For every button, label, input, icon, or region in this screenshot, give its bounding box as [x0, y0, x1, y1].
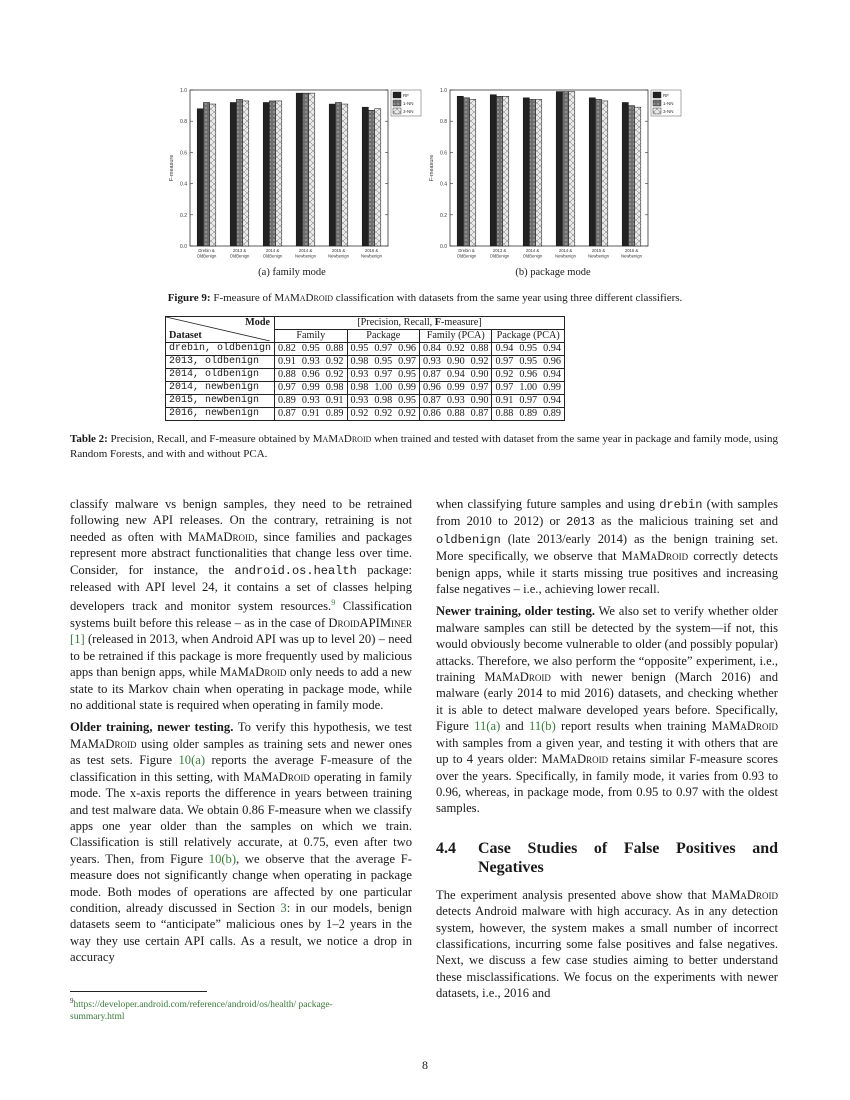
paragraph: The experiment analysis presented above show that MaMaDroid detects Android malware with high accuracy. As in any detection system, however, the system makes a small number of incorrect classifications, incurring some false positives and false negatives. Next, we discuss a few case studies aiming to better understand these misclassifications. We focus on the experiments with newer datasets, i.e., 2016 and — [436, 887, 778, 1001]
footnote: $^9$https://developer.android.com/reference/android/os/health/ package-summary.html — [70, 997, 333, 1023]
value-cell: 0.88 — [444, 408, 468, 421]
figure-link[interactable]: 11(b) — [528, 719, 556, 734]
legend-swatch — [393, 92, 401, 98]
value-cell: 0.95 — [395, 395, 419, 408]
x-tick-label: OldBenign — [489, 253, 510, 259]
value-cell: 0.92 — [468, 356, 492, 369]
table-row — [166, 343, 565, 356]
bar-rf — [490, 95, 496, 246]
code-dataset: 2013 — [566, 515, 595, 530]
system-name: MaMaDroid — [312, 433, 372, 445]
value-cell: 0.88 — [492, 408, 516, 421]
value-cell: 0.88 — [275, 369, 299, 382]
bar-1-nn — [203, 102, 209, 246]
legend-swatch — [393, 108, 401, 114]
value-cell: 0.95 — [395, 369, 419, 382]
bar-3-nn — [210, 104, 216, 246]
value-cell: 0.97 — [468, 382, 492, 395]
legend-swatch — [393, 100, 401, 106]
bar-1-nn — [595, 99, 601, 246]
bar-3-nn — [536, 99, 542, 246]
figure-link[interactable]: 10(a) — [178, 753, 206, 768]
dataset-cell: 2013, oldbenign — [166, 356, 275, 369]
system-name: MaMaDroid — [274, 292, 334, 304]
left-column — [70, 496, 412, 972]
figure-link[interactable]: 10(b) — [208, 851, 237, 866]
code-dataset: oldbenign — [436, 532, 501, 547]
table-header-row — [166, 317, 565, 330]
value-cell: 1.00 — [516, 382, 540, 395]
bar-1-nn — [496, 96, 502, 246]
value-cell: 0.96 — [299, 369, 323, 382]
legend-label: 3-NN — [403, 109, 414, 114]
bar-rf — [457, 96, 463, 246]
code-dataset: drebin — [659, 498, 703, 512]
y-tick-label: 0.8 — [180, 119, 187, 126]
value-cell: 0.99 — [395, 382, 419, 395]
value-cell: 0.97 — [275, 382, 299, 395]
value-cell: 0.95 — [299, 343, 323, 356]
x-tick-label: OldBenign — [456, 253, 477, 259]
y-tick-label: 1.0 — [440, 88, 447, 94]
bar-3-nn — [309, 93, 315, 246]
y-tick-label: 0.0 — [180, 244, 187, 250]
value-cell: 0.98 — [371, 395, 395, 408]
system-name: MaMaDroid — [243, 769, 310, 784]
y-tick-label: 0.0 — [440, 244, 447, 250]
system-name: MaMaDroid — [484, 670, 551, 685]
y-tick-label: 0.6 — [440, 150, 447, 157]
bar-1-nn — [562, 92, 568, 246]
value-cell: 0.99 — [444, 382, 468, 395]
dataset-cell: 2014, oldbenign — [166, 369, 275, 382]
x-tick-label: Drebin & — [198, 248, 215, 253]
legend-swatch — [653, 108, 661, 114]
bar-rf — [296, 93, 302, 246]
value-cell: 0.97 — [395, 356, 419, 369]
value-cell: 0.90 — [468, 369, 492, 382]
value-cell: 0.89 — [540, 408, 564, 421]
paragraph: when classifying future samples and using drebin (with samples from 2010 to 2012) or 2013 as the malicious training set and oldbenign (late 2013/early 2014) as the benign training set. More specifically, we observe that MaMaDroid correctly detects benign apps, while it starts missing true positives and increasing false negatives – i.e., achieving lower recall. — [436, 497, 779, 597]
system-name: DroidAPIMiner — [328, 616, 412, 631]
value-cell: 0.92 — [323, 369, 347, 382]
value-cell: 0.91 — [275, 356, 299, 369]
y-tick-label: 0.2 — [440, 212, 447, 219]
system-name: MaMaDroid — [219, 665, 287, 680]
paragraph: Older training, newer testing. To verify this hypothesis, we test MaMaDroid using older samples as training sets and newer ones as test sets. Figure 10(a) reports the average F-measure of the classification in this setting, with MaMaDroid operating in family mode. The x-axis reports the difference in years between training and test malware data. We obtain 0.86 F-measure when we classify apps one year older than the samples on which we train. Classification is still relatively accurate, at 0.75, even after two years. Then, from Figure 10(b), we observe that the average F-measure does not significantly change when operating in package mode. Both modes of operations are affected by one particular condition, already discussed in Section 3: in our models, benign datasets seem to “anticipate” malicious ones by 1–2 years in the way they use certain API calls. As a result, we notice a drop in accuracy — [70, 720, 412, 965]
value-cell: 0.87 — [468, 408, 492, 421]
bar-1-nn — [529, 99, 535, 246]
section-heading — [436, 839, 778, 877]
value-cell: 0.99 — [299, 382, 323, 395]
value-cell: 0.93 — [347, 395, 371, 408]
table-caption — [70, 432, 780, 462]
bar-rf — [230, 102, 236, 246]
value-cell: 0.93 — [444, 395, 468, 408]
y-tick-label: 0.2 — [180, 212, 187, 219]
value-cell: 0.88 — [468, 343, 492, 356]
legend-label: 3-NN — [663, 109, 674, 114]
table-row — [166, 395, 565, 408]
value-cell: 0.92 — [323, 356, 347, 369]
value-cell: 0.97 — [492, 382, 516, 395]
system-name: MaMaDroid — [711, 887, 778, 902]
caption-text: F-measure of — [210, 292, 275, 304]
x-tick-label: 2016 & — [624, 248, 639, 253]
value-cell: 0.91 — [323, 395, 347, 408]
value-cell: 0.95 — [347, 343, 371, 356]
section-number: 4.4 — [436, 839, 456, 857]
bar-rf — [362, 107, 368, 246]
value-cell: 0.87 — [420, 369, 444, 382]
y-tick-label: 0.6 — [180, 150, 187, 157]
value-cell: 1.00 — [371, 382, 395, 395]
table-corner-cell — [166, 317, 275, 343]
footnote-ref[interactable]: 9 — [331, 598, 336, 608]
page-number: 8 — [422, 1058, 428, 1072]
x-tick-label: OldBenign — [229, 253, 250, 259]
subcaption-family-mode: (a) family mode — [258, 267, 326, 278]
bar-3-nn — [342, 104, 348, 246]
system-name: MaMaDroid — [541, 752, 609, 767]
caption-text: classification with datasets from the same year using three different classifiers. — [333, 292, 683, 304]
x-tick-label: 2013 & — [492, 248, 507, 253]
section-link[interactable]: 3 — [280, 900, 287, 915]
x-tick-label: 2015 & — [591, 248, 606, 253]
value-cell: 0.92 — [492, 369, 516, 382]
value-cell: 0.92 — [395, 408, 419, 421]
bar-3-nn — [635, 107, 641, 246]
legend-label: RF — [663, 93, 669, 98]
value-cell: 0.95 — [516, 356, 540, 369]
dataset-cell: 2016, newbenign — [166, 408, 275, 421]
table-row — [166, 356, 565, 369]
table-row — [166, 369, 565, 382]
bar-rf — [329, 104, 335, 246]
paragraph-heading: Newer training, older testing. — [436, 604, 596, 619]
x-tick-label: OldBenign — [196, 253, 217, 259]
x-tick-label: Newbenign — [588, 253, 609, 259]
caption-text: when trained and tested with dataset from the same year in package and family mode, using Random Forests, and with and without PCA. — [70, 433, 778, 460]
value-cell: 0.92 — [371, 408, 395, 421]
value-cell: 0.92 — [444, 343, 468, 356]
value-cell: 0.96 — [516, 369, 540, 382]
table-row — [166, 382, 565, 395]
x-tick-label: Drebin & — [458, 248, 475, 253]
bar-1-nn — [269, 101, 275, 246]
value-cell: 0.96 — [420, 382, 444, 395]
footnote-url[interactable]: https://developer.android.com/reference/android/os/health/ package-summary.html — [70, 1000, 333, 1023]
value-cell: 0.91 — [299, 408, 323, 421]
x-tick-label: 2014 & — [265, 248, 280, 253]
bar-3-nn — [243, 101, 249, 246]
table-row — [166, 408, 565, 421]
legend-swatch — [653, 100, 661, 106]
bar-1-nn — [368, 110, 374, 246]
chart-package-mode — [420, 82, 690, 267]
table-label: Table 2: — [70, 433, 108, 445]
system-name: MaMaDroid — [711, 719, 779, 734]
bar-rf — [523, 98, 529, 246]
legend-label: RF — [403, 93, 409, 98]
dataset-cell: 2014, newbenign — [166, 382, 275, 395]
bar-3-nn — [569, 92, 575, 246]
value-cell: 0.87 — [275, 408, 299, 421]
corner-dataset-label: Dataset — [169, 330, 202, 341]
mode-header: Family — [275, 330, 347, 343]
x-tick-label: Newbenign — [621, 253, 642, 259]
group-header: [Precision, Recall, F-measure] — [275, 317, 565, 330]
dataset-cell: drebin, oldbenign — [166, 343, 275, 356]
x-tick-label: Newbenign — [555, 253, 576, 259]
figure-caption — [60, 292, 790, 304]
bar-3-nn — [503, 96, 509, 246]
value-cell: 0.94 — [540, 369, 564, 382]
y-axis-label: F-measure — [429, 154, 435, 182]
x-tick-label: 2014 & — [558, 248, 573, 253]
bar-3-nn — [470, 99, 476, 246]
y-tick-label: 0.4 — [440, 181, 447, 188]
bar-3-nn — [602, 101, 608, 246]
value-cell: 0.82 — [275, 343, 299, 356]
figure-link[interactable]: 11(a) — [474, 719, 501, 734]
paragraph-heading: Older training, newer testing. — [70, 720, 234, 735]
footnote-rule — [70, 991, 207, 992]
value-cell: 0.99 — [540, 382, 564, 395]
legend-swatch — [653, 92, 661, 98]
plot-area — [190, 90, 388, 246]
value-cell: 0.84 — [420, 343, 444, 356]
figure-label: Figure 9: — [167, 292, 211, 304]
value-cell: 0.92 — [347, 408, 371, 421]
mode-header: Package — [347, 330, 419, 343]
bar-rf — [197, 109, 203, 246]
bar-rf — [589, 98, 595, 246]
caption-text: Precision, Recall, and F-measure obtained by — [107, 433, 313, 445]
bar-1-nn — [463, 98, 469, 246]
x-tick-label: Newbenign — [361, 253, 382, 259]
value-cell: 0.93 — [347, 369, 371, 382]
y-tick-label: 0.8 — [440, 119, 447, 126]
system-name: MaMaDroid — [70, 736, 137, 751]
subcaption-package-mode: (b) package mode — [515, 267, 591, 278]
value-cell: 0.86 — [420, 408, 444, 421]
bar-3-nn — [276, 101, 282, 246]
value-cell: 0.97 — [371, 369, 395, 382]
system-name: MaMaDroid — [188, 529, 255, 544]
bar-rf — [263, 102, 269, 246]
bar-rf — [622, 102, 628, 246]
value-cell: 0.89 — [516, 408, 540, 421]
x-tick-label: 2016 & — [364, 248, 379, 253]
legend-label: 1-NN — [403, 101, 414, 106]
value-cell: 0.97 — [516, 395, 540, 408]
value-cell: 0.87 — [420, 395, 444, 408]
value-cell: 0.89 — [323, 408, 347, 421]
code-package: android.os.health — [234, 563, 357, 578]
value-cell: 0.88 — [323, 343, 347, 356]
results-table — [165, 316, 565, 421]
bar-1-nn — [335, 102, 341, 246]
value-cell: 0.90 — [444, 356, 468, 369]
paragraph: classify malware vs benign samples, they need to be retrained following new API releases. On the contrary, retraining is not needed as often with MaMaDroid, since families and packages represent more abstract functionalities that change less over time. Consider, for instance, the android.os.health package: released with API level 24, it contains a set of classes helping developers track and monitor system resources.$^9$ Classification systems built before this release – as in the case of DroidAPIMiner [1] (released in 2013, when Android API was up to level 20) – need to be retrained if this package is more frequently used by malicious apps than benign apps, while MaMaDroid only needs to add a new state to its Markov chain when operating in package mode, while no additional state is required when operating in family mode. — [70, 497, 412, 713]
value-cell: 0.91 — [492, 395, 516, 408]
value-cell: 0.95 — [371, 356, 395, 369]
plot-area — [450, 90, 648, 246]
value-cell: 0.94 — [444, 369, 468, 382]
value-cell: 0.93 — [299, 395, 323, 408]
x-tick-label: OldBenign — [262, 253, 283, 259]
bar-rf — [556, 92, 562, 246]
value-cell: 0.90 — [468, 395, 492, 408]
mode-header: Package (PCA) — [492, 330, 564, 343]
bar-1-nn — [236, 99, 242, 246]
bar-1-nn — [302, 93, 308, 246]
value-cell: 0.95 — [516, 343, 540, 356]
value-cell: 0.94 — [492, 343, 516, 356]
bar-1-nn — [628, 106, 634, 246]
mode-header: Family (PCA) — [420, 330, 492, 343]
x-tick-label: 2015 & — [331, 248, 346, 253]
value-cell: 0.97 — [371, 343, 395, 356]
value-cell: 0.96 — [395, 343, 419, 356]
y-tick-label: 1.0 — [180, 88, 187, 94]
value-cell: 0.96 — [540, 356, 564, 369]
y-tick-label: 0.4 — [180, 181, 187, 188]
section-title: Case Studies of False Positives and Negatives — [478, 839, 778, 876]
value-cell: 0.94 — [540, 343, 564, 356]
x-tick-label: 2014 & — [298, 248, 313, 253]
x-tick-label: Newbenign — [295, 253, 316, 259]
dataset-cell: 2015, newbenign — [166, 395, 275, 408]
x-tick-label: 2014 & — [525, 248, 540, 253]
paragraph: Newer training, older testing. We also set to verify whether older malware samples can still be detected by the system—if not, this would obviously become vulnerable to older (and possibly popular) attacks. Therefore, we also perform the “opposite” experiment, i.e., training MaMaDroid with newer benign (March 2016) and malware (early 2014 to mid 2016) datasets, and checking whether it is able to detect malware developed years before. Specifically, Figure 11(a) and 11(b) report results when training MaMaDroid with samples from a given year, and testing it with others that are up to 4 years older: MaMaDroid retains similar F-measure scores over the years. Specifically, in family mode, it varies from 0.93 to 0.96, whereas, in package mode, from 0.95 to 0.97 with the oldest samples. — [436, 604, 779, 816]
value-cell: 0.93 — [420, 356, 444, 369]
value-cell: 0.98 — [323, 382, 347, 395]
value-cell: 0.94 — [540, 395, 564, 408]
system-name: MaMaDroid — [621, 549, 689, 564]
value-cell: 0.98 — [347, 382, 371, 395]
x-tick-label: OldBenign — [522, 253, 543, 259]
value-cell: 0.97 — [492, 356, 516, 369]
legend-label: 1-NN — [663, 101, 674, 106]
value-cell: 0.93 — [299, 356, 323, 369]
citation-link[interactable]: [1] — [70, 632, 85, 647]
x-tick-label: Newbenign — [328, 253, 349, 259]
right-column — [436, 496, 778, 1008]
value-cell: 0.98 — [347, 356, 371, 369]
x-tick-label: 2013 & — [232, 248, 247, 253]
value-cell: 0.89 — [275, 395, 299, 408]
corner-mode-label: Mode — [245, 317, 271, 328]
chart-family-mode — [160, 82, 430, 267]
y-axis-label: F-measure — [169, 154, 175, 182]
bar-3-nn — [375, 109, 381, 246]
